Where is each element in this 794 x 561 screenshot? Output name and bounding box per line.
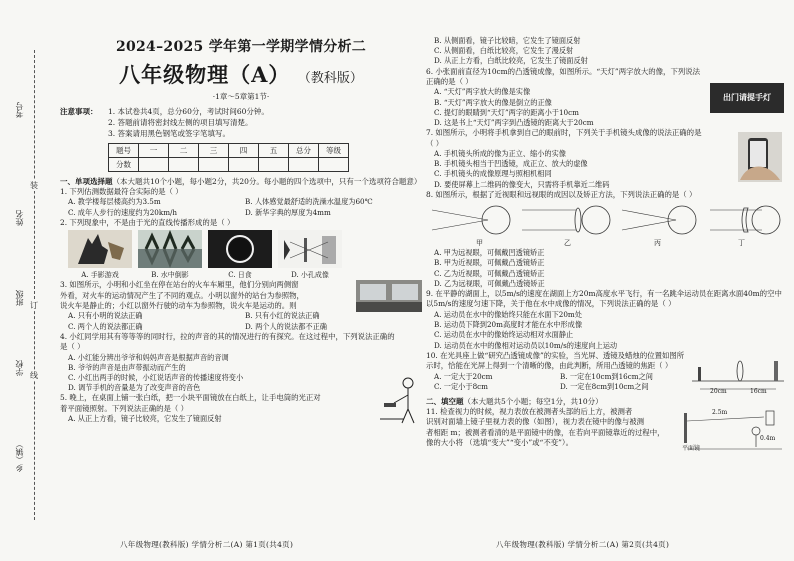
question-5-option-b: B. 从侧面看，镜子比较暗，它发生了镜面反射 bbox=[434, 36, 581, 45]
question-1-option-b: B. 人体感觉最舒适的洗澡水温度为60℃ bbox=[245, 197, 373, 207]
question-7-option-d: D. 要使屏幕上二维码的像变大，只需将手机靠近二维码 bbox=[434, 179, 610, 189]
notes-label: 注意事项： bbox=[60, 107, 98, 116]
lamp-poster-image: 出门请提手灯 bbox=[710, 83, 784, 113]
binding-dashed-line bbox=[34, 50, 35, 520]
pinhole-camera-image bbox=[278, 230, 342, 268]
question-5-line: 着平面镜照射。下列说法正确的是（ ） bbox=[60, 403, 188, 413]
bench-label-16cm: 16cm bbox=[750, 387, 767, 395]
question-9-option-b: B. 运动员下降到20m高度时才能在水中形成像 bbox=[434, 320, 583, 330]
eye-caption-yi: 乙 bbox=[564, 239, 571, 248]
optical-bench-figure bbox=[690, 355, 786, 397]
figure-label-distance-1: 2.5m bbox=[712, 408, 728, 416]
notes-item: 3. 答案请用黑色钢笔或签字笔填写。 bbox=[108, 129, 231, 138]
question-5-line: 5. 晚上，在桌面上铺一张白纸，把一小块平面镜放在白纸上，让手电筒的光正对 bbox=[60, 393, 321, 403]
section-2-title: 二、填空题 bbox=[426, 396, 464, 406]
section-2-desc: （本大题共5个小题；每空1分，共10分） bbox=[463, 396, 603, 406]
question-3-options bbox=[60, 311, 422, 331]
eye-caption-bing: 丙 bbox=[654, 239, 661, 248]
question-6-option-b: B. “天灯”两字放大的像是倒立的正像 bbox=[434, 97, 552, 107]
question-2-caption-b: B. 水中倒影 bbox=[151, 271, 189, 280]
question-6-block bbox=[426, 67, 786, 129]
question-1-option-a: A. 教学楼每层楼高约为3.5m bbox=[68, 197, 161, 207]
score-cell[interactable] bbox=[289, 158, 319, 172]
section-1-heading bbox=[60, 177, 422, 187]
question-1-option-c: C. 成年人步行的速度约为20km/h bbox=[68, 207, 178, 217]
question-6-option-c: C. 提灯的眼睛到“天灯”两字的距离小于10cm bbox=[434, 107, 579, 117]
exam-edition: （教科版） bbox=[304, 71, 363, 86]
question-5-block bbox=[60, 393, 422, 424]
score-header: 等级 bbox=[319, 144, 349, 158]
question-11-block bbox=[426, 406, 786, 452]
eye-chart-mirror-figure bbox=[682, 407, 786, 451]
score-header: 总分 bbox=[289, 144, 319, 158]
figure-label-distance-2: 0.4m bbox=[760, 434, 776, 442]
question-9-option-c: C. 运动员在水中的像始终运动相对水面静止 bbox=[434, 330, 574, 340]
binding-field-name: 姓名 bbox=[15, 210, 24, 226]
question-7-option-b: B. 手机镜头相当于凹透镜，成正立、放大的虚像 bbox=[434, 159, 588, 169]
question-11-line: 像的大小将 （选填“变大”“变小”或“不变”）。 bbox=[426, 438, 573, 448]
question-3-line: 外看，对火车的运动情况产生了不同的观点。小明以窗外的站台为参照物， bbox=[60, 290, 304, 300]
binding-mark-zhuang: 装 bbox=[30, 181, 38, 190]
question-1-options bbox=[60, 197, 422, 217]
question-7-line: （ ） bbox=[426, 138, 444, 148]
question-10-option-a: A. 一定大于20cm bbox=[434, 371, 493, 381]
eye-caption-jia: 甲 bbox=[476, 239, 483, 248]
eye-diagram-yi bbox=[522, 206, 610, 234]
footer-left: 八年级物理(教科版) 学情分析二(A) 第1页(共4页) bbox=[120, 540, 294, 549]
score-cell[interactable] bbox=[259, 158, 289, 172]
question-10-option-d: D. 一定在8cm到10cm之间 bbox=[560, 381, 649, 391]
footer-right: 八年级物理(教科版) 学情分析二(A) 第2页(共4页) bbox=[496, 540, 670, 549]
question-11-line: 11. 检查视力的时候，视力表放在被测者头部的后上方，被测者 bbox=[426, 406, 633, 416]
binding-field-school: 学校 bbox=[15, 360, 24, 376]
exam-scope: ·1章～5章第1节· bbox=[212, 92, 270, 101]
question-6-option-d: D. 这是书上“天灯”两字到凸透镜的距离大于20cm bbox=[434, 118, 594, 128]
question-8-option-c: C. 乙为近视眼，可佩戴凸透镜矫正 bbox=[434, 268, 545, 278]
eye-diagram-ding bbox=[710, 206, 780, 234]
train-platform-image bbox=[356, 280, 422, 312]
bench-label-20cm: 20cm bbox=[710, 387, 727, 395]
score-header: 题号 bbox=[109, 144, 139, 158]
question-8-option-a: A. 甲为远视眼，可佩戴凹透镜矫正 bbox=[434, 248, 545, 258]
score-row-label: 分数 bbox=[109, 158, 139, 172]
score-cell[interactable] bbox=[169, 158, 199, 172]
question-10-option-c: C. 一定小于8cm bbox=[434, 381, 488, 391]
question-7-option-c: C. 手机镜头的成像原理与照相机相同 bbox=[434, 169, 552, 179]
question-8-option-b: B. 甲为近视眼，可佩戴凸透镜矫正 bbox=[434, 258, 545, 268]
question-3-option-d: D. 两个人的说法都不正确 bbox=[245, 321, 327, 331]
eye-caption-ding: 丁 bbox=[738, 239, 745, 248]
question-2-figures bbox=[60, 230, 422, 268]
question-10-options bbox=[426, 372, 686, 392]
question-2-caption-c: C. 日食 bbox=[228, 271, 252, 280]
question-10-line: 10. 在光具座上做“研究凸透镜成像”的实验，当光屏、透镜及蜡烛的位置如图所示时，恰能在光屏上得到一个清晰的像，由此判断，所用凸透镜的焦距（ ） bbox=[426, 350, 685, 371]
question-3-option-a: A. 只有小明的说法正确 bbox=[68, 311, 143, 321]
question-7-block bbox=[426, 128, 786, 190]
question-4-option-a: A. 小红能分辨出爷爷和妈妈声音是根据声音的音调 bbox=[68, 352, 229, 362]
page-left bbox=[60, 36, 422, 556]
eye-diagrams bbox=[426, 200, 786, 238]
question-2-caption-d: D. 小孔成像 bbox=[291, 271, 329, 280]
page-right bbox=[426, 36, 786, 556]
figure-label-mirror: 平面镜 bbox=[682, 444, 701, 452]
question-2-captions bbox=[60, 270, 422, 280]
binding-field-examno: 考号 bbox=[15, 102, 24, 118]
question-2-caption-a: A. 手影游戏 bbox=[81, 271, 119, 280]
score-header: 二 bbox=[169, 144, 199, 158]
solar-eclipse-image bbox=[208, 230, 272, 268]
question-11-line: 识别对面墙上镜子里视力表的像（如图），视力表在镜中的像与被测 bbox=[426, 417, 645, 427]
question-10-option-b: B. 一定在10cm到16cm之间 bbox=[560, 371, 653, 381]
question-1-stem: 1. 下列估测数据最符合实际的是（ ） bbox=[60, 187, 183, 196]
score-header: 三 bbox=[199, 144, 229, 158]
section-2-heading bbox=[426, 397, 786, 407]
section-1-desc: （本大题共10个小题，每小题2分，共20分。每小题的四个选项中，只有一个选项符合题意） bbox=[112, 177, 422, 186]
question-10-block bbox=[426, 350, 786, 395]
question-3-line: 3. 如图所示，小明和小红坐在停在站台的火车车厢里，他们分别向两侧窗 bbox=[60, 280, 299, 290]
score-cell[interactable] bbox=[229, 158, 259, 172]
notes-item: 2. 答题前请将密封线左侧的项目填写清楚。 bbox=[108, 118, 253, 127]
question-5-option-a: A. 从正上方看，镜子比较亮，它发生了镜面反射 bbox=[68, 414, 222, 424]
question-2-stem: 2. 下列现象中，不是由于光的直线传播形成的是（ ） bbox=[60, 217, 235, 227]
score-header: 四 bbox=[229, 144, 259, 158]
question-9-option-d: D. 运动员在水中的像相对运动员以10m/s的速度向上运动 bbox=[434, 340, 618, 350]
score-header: 五 bbox=[259, 144, 289, 158]
score-cell[interactable] bbox=[139, 158, 169, 172]
flashlight-mirror-figure bbox=[378, 375, 422, 425]
question-4-option-d: D. 调节手机的音量是为了改变声音的音色 bbox=[68, 383, 201, 393]
binding-mark-ding: 订 bbox=[30, 301, 38, 310]
question-5-option-c: C. 从侧面看，白纸比较亮，它发生了漫反射 bbox=[434, 46, 574, 56]
water-reflection-image bbox=[138, 230, 202, 268]
question-9-option-a: A. 运动员在水中的像始终只能在水面下20m处 bbox=[434, 309, 582, 319]
hand-shadow-image bbox=[68, 230, 132, 268]
question-4-option-c: C. 小红出两手的时候，小红说话声音的传播速度将变小 bbox=[68, 373, 244, 383]
score-cell[interactable] bbox=[319, 158, 349, 172]
question-3-option-c: C. 两个人的说法都正确 bbox=[68, 321, 143, 331]
section-1-title: 一、单项选择题 bbox=[60, 177, 113, 186]
exam-subject-line bbox=[60, 59, 422, 89]
question-4-option-b: B. 爷爷的声音是由声带振动而产生的 bbox=[68, 362, 186, 372]
binding-field-class: 班级 bbox=[15, 290, 24, 306]
phone-scanning-image bbox=[738, 132, 782, 182]
question-8-option-d: D. 乙为远视眼，可佩戴凸透镜矫正 bbox=[434, 278, 545, 288]
eye-diagram-bing bbox=[622, 206, 696, 234]
question-6-option-a: A. “天灯”两字放大的像是实像 bbox=[434, 87, 531, 97]
question-7-line: 7. 如图所示，小明将手机拿到自己的眼前时，下列关于手机镜头成像的说法正确的是 bbox=[426, 128, 702, 138]
notes-item: 1. 本试卷共4页，总分60分，考试时间60分钟。 bbox=[108, 107, 269, 116]
eye-diagram-captions bbox=[426, 238, 786, 248]
question-4-line: 是（ ） bbox=[60, 342, 85, 352]
eye-diagram-jia bbox=[432, 206, 510, 234]
question-1-option-d: D. 新华字典的厚度为4mm bbox=[245, 207, 331, 217]
score-table bbox=[108, 143, 349, 172]
question-8-line: 8. 如图所示，根据了近视眼和远视眼的成因以及矫正方法，下列说法正确的是（ ） bbox=[426, 189, 697, 199]
score-header: 一 bbox=[139, 144, 169, 158]
exam-subject: 八年级物理（A） bbox=[119, 62, 291, 87]
question-9-line: 9. 在平静的湖面上，以5m/s的速度在湖面上方20m高度水平飞行，有一名跳伞运动员在距离水面40m的空中以5m/s的速度匀速下降，关于他在水中成像的情况，下列说法正确的是（ ） bbox=[426, 289, 782, 309]
question-6-line: 6. 小张面前直径为10cm的凸透镜成像，如图所示。“天灯”两字放大的像，下列说法正确的是（ ） bbox=[426, 66, 701, 87]
question-3-block bbox=[60, 280, 422, 311]
notes-block bbox=[60, 106, 422, 139]
score-cell[interactable] bbox=[199, 158, 229, 172]
question-11-line: 者相距 m；被测者看清的是平面镜中的像，在若向平面镜靠近的过程中， bbox=[426, 427, 665, 437]
question-3-option-b: B. 只有小红的说法正确 bbox=[245, 311, 320, 321]
exam-year-title: 2024–2025 学年第一学期学情分析二 bbox=[115, 39, 367, 55]
binding-field-town: 乡（镇） bbox=[15, 440, 24, 472]
question-3-line: 说火车是静止的；小红以窗外行驶的动车为参照物，说火车是运动的。则 bbox=[60, 301, 297, 311]
binding-mark-xian: 线 bbox=[30, 371, 38, 380]
question-4-line: 4. 小红同学用其有等等等的同时行，拉的声音的其的情况进行的有探究。在这过程中，下列说法正确的 bbox=[60, 331, 395, 341]
binding-margin bbox=[0, 40, 58, 530]
question-7-option-a: A. 手机镜头所成的像为正立、缩小的实像 bbox=[434, 149, 566, 159]
question-5-option-d: D. 从正上方看，白纸比较亮，它发生了镜面反射 bbox=[434, 56, 588, 66]
